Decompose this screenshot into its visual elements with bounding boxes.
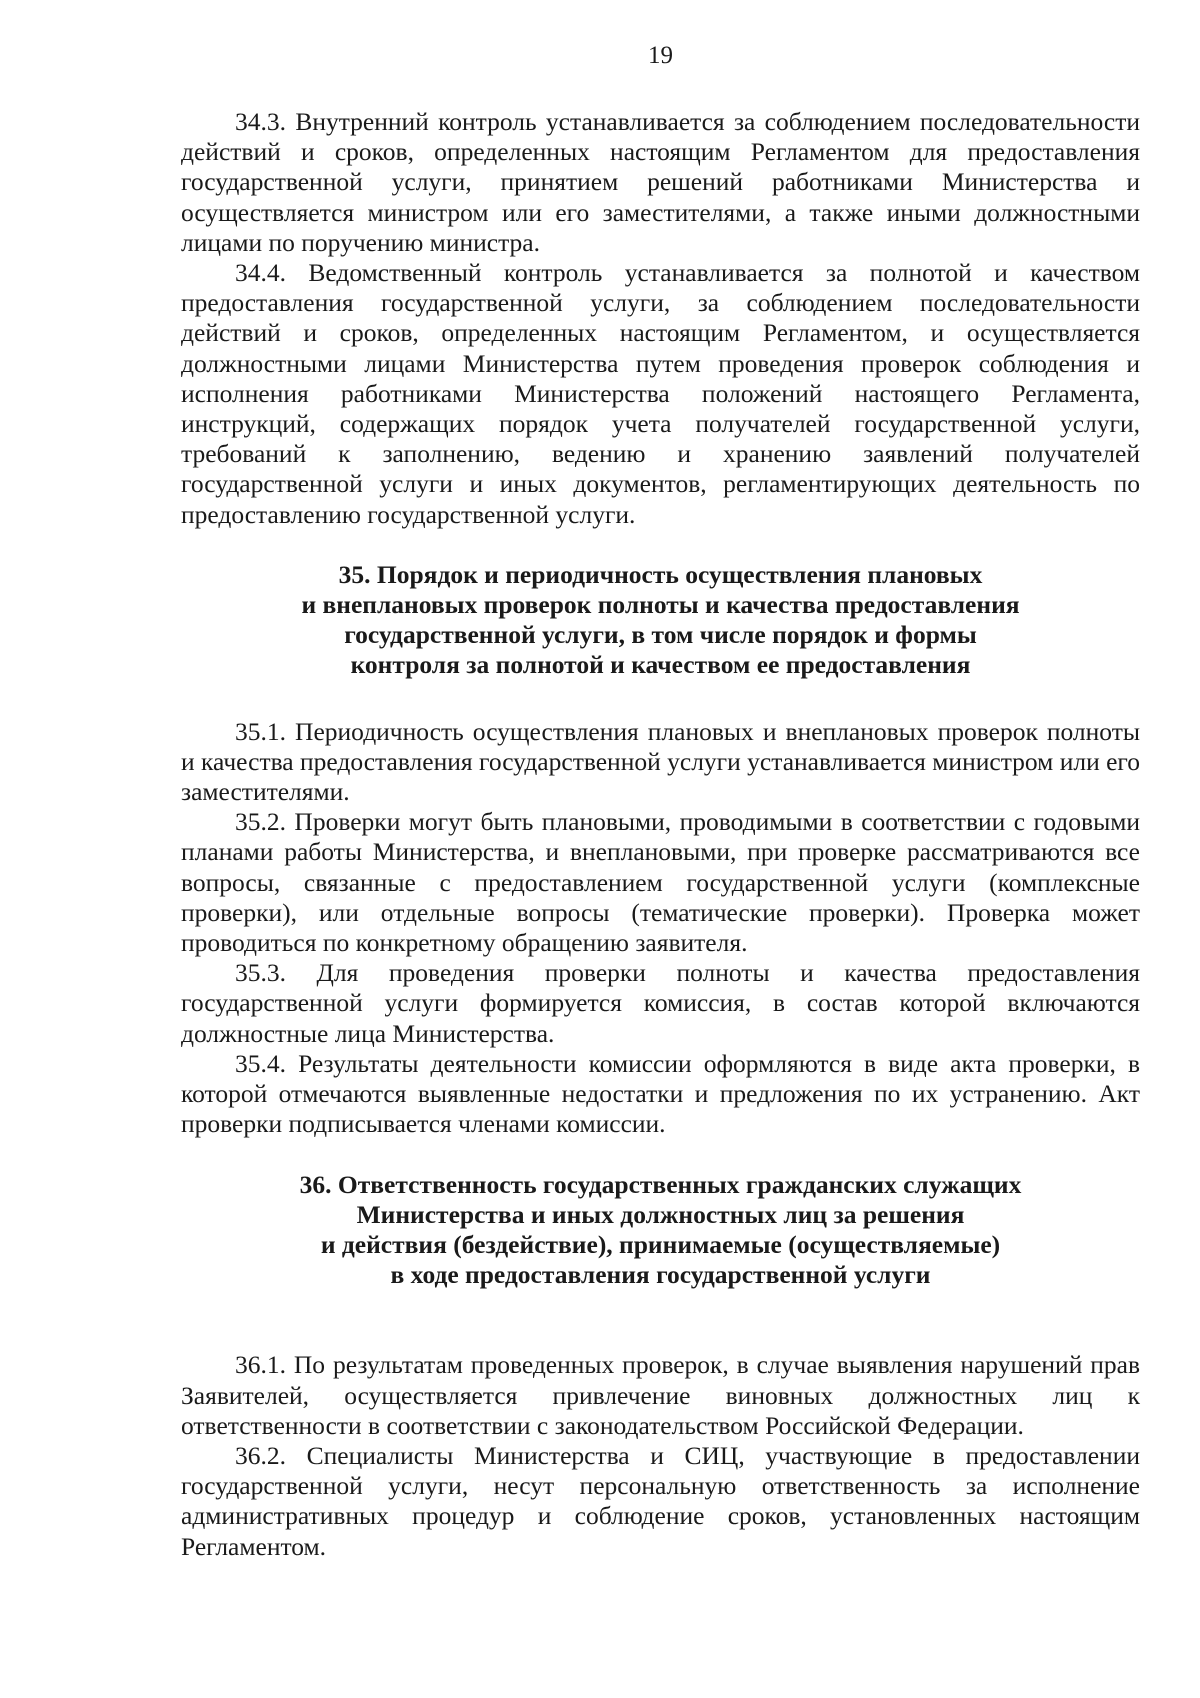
heading-36-line: в ходе предоставления государственной услуги <box>390 1260 931 1290</box>
paragraph-36-2: 36.2. Специалисты Министерства и СИЦ, участвующие в предоставлении государственной услуги, несут персональную ответственность за исполнение административных процедур и соблюдение сроков, установленных настоящим Регламентом. <box>181 1440 1140 1561</box>
heading-36-line: и действия (бездействие), принимаемые (осуществляемые) <box>320 1229 1001 1259</box>
page-number: 19 <box>648 42 673 69</box>
paragraph-36-1: 36.1. По результатам проведенных проверок, в случае выявления нарушений прав Заявителей, осуществляется привлечение виновных должностных лиц к ответственности в соответствии с законодательством Российской Федерации. <box>181 1350 1140 1440</box>
document-page <box>181 36 1140 1562</box>
heading-36-line: Министерства и иных должностных лиц за решения <box>356 1199 965 1229</box>
paragraph-34-3: 34.3. Внутренний контроль устанавливается за соблюдением последовательности действий и сроков, определенных настоящим Регламентом для предоставления государственной услуги, принятием решений работниками Министерства и осуществляется министром или его заместителями, а также иными должностными лицами по поручению министра. <box>181 107 1140 257</box>
section-heading-35 <box>181 560 1140 681</box>
paragraph-34-4: 34.4. Ведомственный контроль устанавливается за полнотой и качеством предоставления государственной услуги, за соблюдением последовательности действий и сроков, определенных настоящим Регламентом, и осуществляется должностными лицами Министерства путем проведения проверок соблюдения и исполнения работниками Министерства положений настоящего Регламента, инструкций, содержащих порядок учета получателей государственной услуги, требований к заполнению, ведению и хранению заявлений получателей государственной услуги и иных документов, регламентирующих деятельность по предоставлению государственной услуги. <box>181 258 1140 529</box>
heading-35-line: государственной услуги, в том числе порядок и формы <box>344 620 977 650</box>
paragraph-35-2: 35.2. Проверки могут быть плановыми, проводимыми в соответствии с годовыми планами работы Министерства, и внеплановыми, при проверке рассматриваются все вопросы, связанные с предоставлением государственной услуги (комплексные проверки), или отдельные вопросы (тематические проверки). Проверка может проводиться по конкретному обращению заявителя. <box>181 807 1140 958</box>
paragraph-35-3: 35.3. Для проведения проверки полноты и качества предоставления государственной услуги формируется комиссия, в состав которой включаются должностные лица Министерства. <box>181 958 1140 1048</box>
heading-35-line: и внеплановых проверок полноты и качества предоставления <box>301 590 1020 620</box>
heading-35-line: 35. Порядок и периодичность осуществления плановых <box>338 559 983 589</box>
section-heading-36 <box>181 1170 1140 1291</box>
paragraph-35-4: 35.4. Результаты деятельности комиссии оформляются в виде акта проверки, в которой отмечаются выявленные недостатки и предложения по их устранению. Акт проверки подписывается членами комиссии. <box>181 1048 1140 1139</box>
heading-35-line: контроля за полнотой и качеством ее предоставления <box>350 650 971 680</box>
heading-36-line: 36. Ответственность государственных гражданских служащих <box>299 1169 1022 1199</box>
paragraph-35-1: 35.1. Периодичность осуществления плановых и внеплановых проверок полноты и качества предоставления государственной услуги устанавливается министром или его заместителями. <box>181 716 1140 807</box>
